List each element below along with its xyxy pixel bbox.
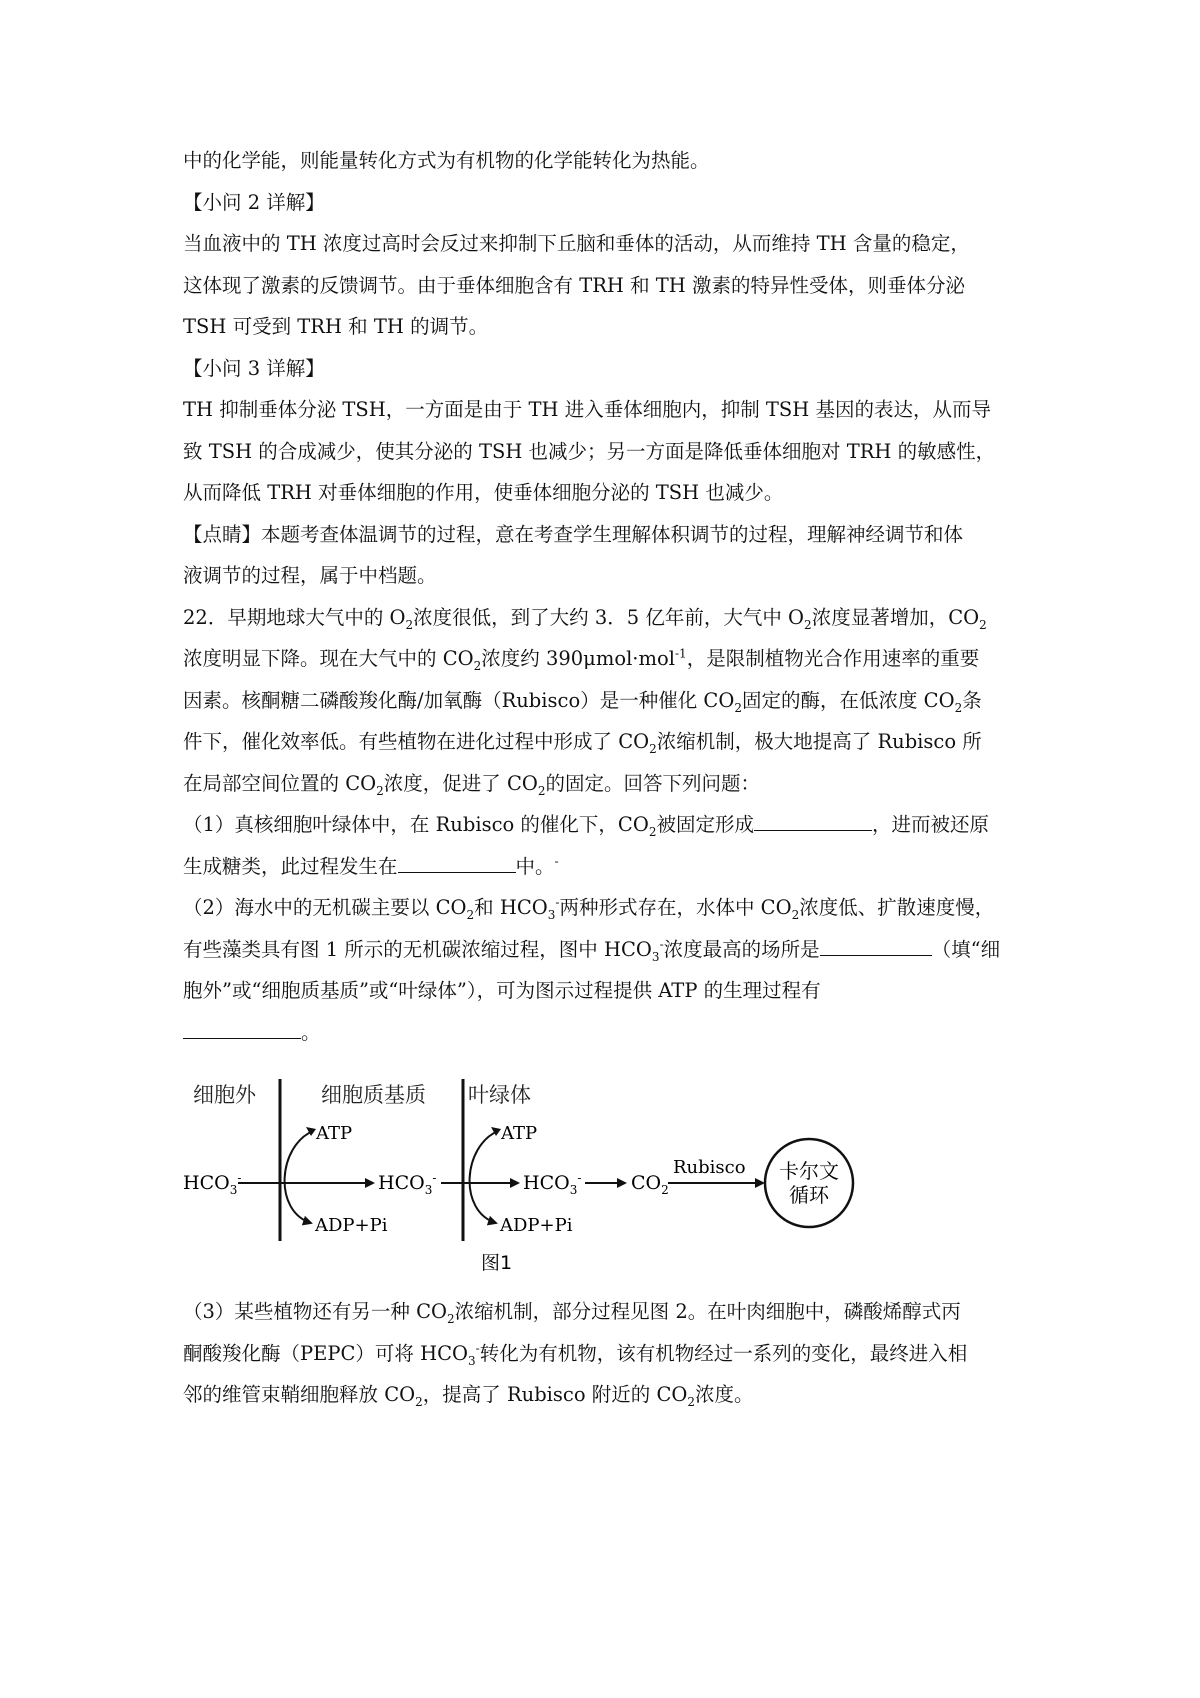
subquestion-2-line: （2）海水中的无机碳主要以 $CO_2$和 $HCO_3^-$两种形式存在，水体中 $CO_2$浓度低、扩散速度慢， — [183, 895, 995, 922]
text-line: 这体现了激素的反馈调节。由于垂体细胞含有 TRH 和 TH 激素的特异性受体，则垂体分泌 — [183, 273, 965, 297]
answer-blank[interactable] — [398, 854, 516, 873]
rubisco-label: Rubisco — [673, 1157, 746, 1178]
subquestion-1-line: （1）真核细胞叶绿体中，在 Rubisco 的催化下，$CO_2$被固定形成 ，进而被还原 — [183, 813, 990, 839]
subquestion-3-line: （3）某些植物还有另一种 $CO_2$浓缩机制，部分过程见图 2。在叶肉细胞中，磷酸烯醇式丙 — [183, 1300, 961, 1326]
subquestion-3-line: 酮酸羧化酶（PEPC）可将 $HCO_3^-$转化为有机物，该有机物经过一系列的变化，最终进入相 — [183, 1341, 968, 1368]
question-22-line: 在局部空间位置的 $CO_2$浓度，促进了 $CO_2$的固定。回答下列问题： — [183, 771, 761, 798]
atp-label-2: ATP — [501, 1123, 538, 1144]
question-22-line: 因素。核酮糖二磷酸羧化酶/加氧酶（Rubisco）是一种催化 $CO_2$固定的酶，在低浓度 $CO_2$条 — [183, 688, 982, 715]
question-22-line: 浓度明显下降。现在大气中的 $CO_2$浓度约 390μmol·mol$^{-1}$，是限制植物光合作用速率的重要 — [183, 646, 980, 673]
text-line: 【点睛】本题考查体温调节的过程，意在考查学生理解体积调节的过程，理解神经调节和体 — [183, 522, 964, 546]
subquestion-2-line: 胞外”或“细胞质基质”或“叶绿体”），可为图示过程提供 ATP 的生理过程有 — [183, 979, 821, 1002]
atp-label-1: ATP — [316, 1123, 353, 1144]
subquestion-1-line: 生成糖类，此过程发生在 中。- — [183, 854, 559, 878]
text-line: 从而降低 TRH 对垂体细胞的作用，使垂体细胞分泌的 TSH 也减少。 — [183, 481, 784, 504]
calvin-label-line2: 循环 — [789, 1183, 829, 1207]
text-line: TH 抑制垂体分泌 TSH，一方面是由于 TH 进入垂体细胞内，抑制 TSH 基因的表达，从而导 — [183, 398, 991, 421]
text-line: 致 TSH 的合成减少，使其分泌的 TSH 也减少；另一方面是降低垂体细胞对 TRH 的敏感性， — [183, 439, 996, 463]
text-line: 当血液中的 TH 浓度过高时会反过来抑制下丘脑和垂体的活动，从而维持 TH 含量的稳定， — [183, 232, 970, 255]
document-page — [183, 140, 1031, 1416]
hco3-outside: $HCO_3^-$ — [183, 1171, 242, 1197]
text-line: TSH 可受到 TRH 和 TH 的调节。 — [183, 315, 489, 338]
section-heading: 【小问 2 详解】 — [183, 190, 325, 214]
hco3-chloroplast: $HCO_3^-$ — [523, 1171, 582, 1197]
adp-label-2: ADP+Pi — [500, 1215, 573, 1236]
text-line: 液调节的过程，属于中档题。 — [183, 564, 437, 587]
atp-curve-2 — [470, 1131, 498, 1223]
section-heading: 【小问 3 详解】 — [183, 356, 325, 380]
subquestion-2-line: 。 — [183, 1012, 1031, 1054]
label-cytoplasm: 细胞质基质 — [321, 1083, 426, 1107]
subquestion-2-line: 有些藻类具有图 1 所示的无机碳浓缩过程，图中 $HCO_3^-$浓度最高的场所是 （填“细 — [183, 937, 1001, 964]
adp-label-1: ADP+Pi — [315, 1215, 388, 1236]
hco3-cytoplasm: $HCO_3^-$ — [378, 1171, 437, 1197]
co2-label: $CO_2$ — [631, 1172, 669, 1197]
answer-blank[interactable] — [820, 937, 932, 956]
question-22-line: 22．早期地球大气中的 $O_2$浓度很低，到了大约 3．5 亿年前，大气中 $O_2$浓度显著增加，$CO_2$ — [183, 605, 987, 632]
label-outside: 细胞外 — [193, 1083, 256, 1107]
question-22-line: 件下，催化效率低。有些植物在进化过程中形成了 $CO_2$浓缩机制，极大地提高了 Rubisco 所 — [183, 730, 982, 756]
figure-1 — [183, 1061, 1031, 1291]
figure-1-diagram — [183, 1061, 1031, 1291]
label-chloroplast: 叶绿体 — [468, 1083, 531, 1107]
calvin-label-line1: 卡尔文 — [779, 1159, 839, 1183]
figure-caption: 图1 — [481, 1252, 513, 1274]
answer-blank[interactable] — [754, 812, 872, 831]
answer-blank[interactable] — [183, 1020, 301, 1039]
atp-curve-1 — [285, 1131, 313, 1223]
text-line: 中的化学能，则能量转化方式为有机物的化学能转化为热能。 — [183, 149, 710, 172]
subquestion-3-line: 邻的维管束鞘细胞释放 $CO_2$，提高了 Rubisco 附近的 $CO_2$浓度。 — [183, 1383, 754, 1409]
